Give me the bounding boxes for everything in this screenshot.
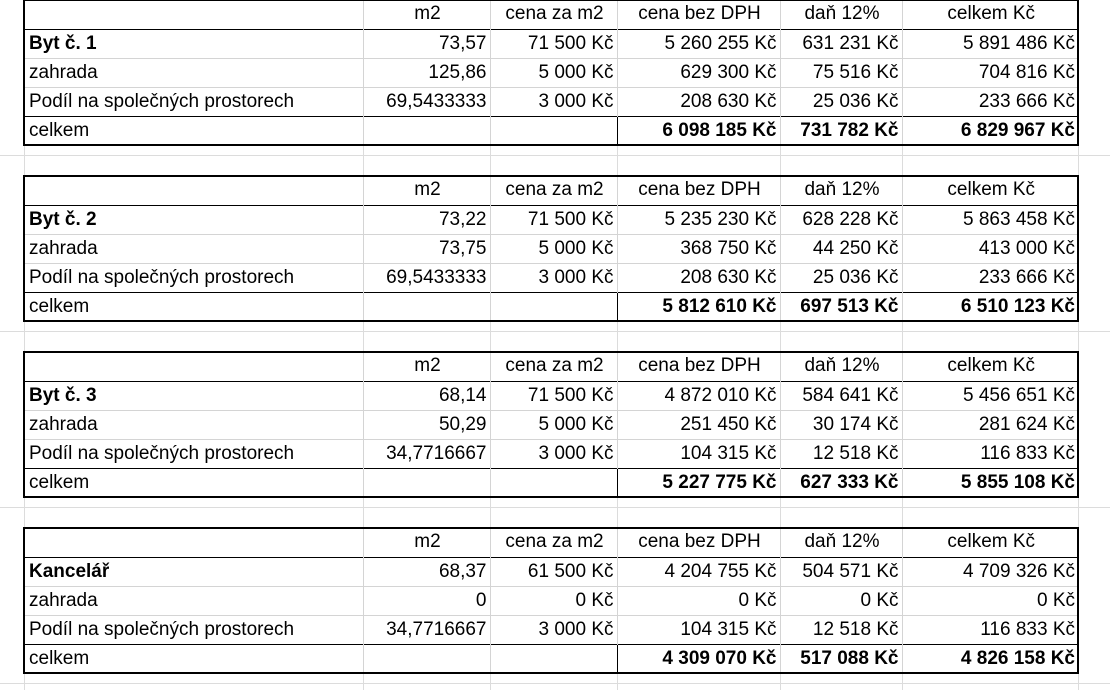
- m2-cell[interactable]: 69,5433333: [363, 87, 490, 116]
- header-row: [24, 0, 1078, 29]
- price-net-cell[interactable]: 4 872 010 Kč: [617, 381, 780, 410]
- total-cell[interactable]: 6 510 123 Kč: [902, 292, 1078, 321]
- total-cell[interactable]: 0 Kč: [902, 586, 1078, 615]
- price-per-m2-cell[interactable]: 3 000 Kč: [490, 263, 617, 292]
- total-row: [24, 644, 1078, 673]
- header-row: [24, 528, 1078, 557]
- total-cell[interactable]: 5 863 458 Kč: [902, 205, 1078, 234]
- table-row: [24, 557, 1078, 586]
- m2-cell[interactable]: 34,7716667: [363, 615, 490, 644]
- header-row: [24, 176, 1078, 205]
- total-cell[interactable]: 4 709 326 Kč: [902, 557, 1078, 586]
- price-net-cell[interactable]: 5 260 255 Kč: [617, 29, 780, 58]
- total-cell[interactable]: 233 666 Kč: [902, 87, 1078, 116]
- pricing-table: [24, 352, 1078, 497]
- table-row: [24, 263, 1078, 292]
- table-block-2: [24, 176, 1078, 321]
- label-cell[interactable]: Podíl na společných prostorech: [24, 439, 363, 468]
- label-cell[interactable]: Byt č. 2: [24, 205, 363, 234]
- total-cell[interactable]: 704 816 Kč: [902, 58, 1078, 87]
- label-cell[interactable]: celkem: [24, 116, 363, 145]
- vat-cell[interactable]: 631 231 Kč: [780, 29, 902, 58]
- price-per-m2-cell[interactable]: 5 000 Kč: [490, 234, 617, 263]
- vat-cell[interactable]: 584 641 Kč: [780, 381, 902, 410]
- column-header[interactable]: daň 12%: [780, 176, 902, 205]
- price-per-m2-cell[interactable]: 71 500 Kč: [490, 381, 617, 410]
- label-cell[interactable]: zahrada: [24, 410, 363, 439]
- m2-cell[interactable]: 125,86: [363, 58, 490, 87]
- table-block-3: [24, 352, 1078, 497]
- column-header[interactable]: cena bez DPH: [617, 176, 780, 205]
- m2-cell[interactable]: 69,5433333: [363, 263, 490, 292]
- total-cell[interactable]: 6 829 967 Kč: [902, 116, 1078, 145]
- price-per-m2-cell[interactable]: 3 000 Kč: [490, 615, 617, 644]
- label-cell[interactable]: zahrada: [24, 234, 363, 263]
- column-header[interactable]: celkem Kč: [902, 176, 1078, 205]
- total-cell[interactable]: 4 826 158 Kč: [902, 644, 1078, 673]
- vat-cell[interactable]: 25 036 Kč: [780, 87, 902, 116]
- m2-cell[interactable]: 68,37: [363, 557, 490, 586]
- total-row: [24, 292, 1078, 321]
- total-row: [24, 468, 1078, 497]
- column-header[interactable]: celkem Kč: [902, 0, 1078, 29]
- price-net-cell[interactable]: 4 309 070 Kč: [617, 644, 780, 673]
- total-cell[interactable]: 5 456 651 Kč: [902, 381, 1078, 410]
- column-header[interactable]: cena za m2: [490, 352, 617, 381]
- price-per-m2-cell[interactable]: 61 500 Kč: [490, 557, 617, 586]
- table-row: [24, 58, 1078, 87]
- column-header[interactable]: cena za m2: [490, 528, 617, 557]
- table-row: [24, 29, 1078, 58]
- column-header[interactable]: daň 12%: [780, 0, 902, 29]
- price-per-m2-cell[interactable]: [490, 292, 617, 321]
- price-net-cell[interactable]: 368 750 Kč: [617, 234, 780, 263]
- column-header[interactable]: [24, 0, 363, 29]
- vat-cell[interactable]: 30 174 Kč: [780, 410, 902, 439]
- m2-cell[interactable]: [363, 116, 490, 145]
- column-header[interactable]: daň 12%: [780, 528, 902, 557]
- vat-cell[interactable]: 0 Kč: [780, 586, 902, 615]
- label-cell[interactable]: Byt č. 3: [24, 381, 363, 410]
- m2-cell[interactable]: 0: [363, 586, 490, 615]
- label-cell[interactable]: celkem: [24, 644, 363, 673]
- vat-cell[interactable]: 504 571 Kč: [780, 557, 902, 586]
- price-net-cell[interactable]: 104 315 Kč: [617, 439, 780, 468]
- total-cell[interactable]: 5 855 108 Kč: [902, 468, 1078, 497]
- m2-cell[interactable]: 68,14: [363, 381, 490, 410]
- table-row: [24, 410, 1078, 439]
- price-per-m2-cell[interactable]: 3 000 Kč: [490, 87, 617, 116]
- m2-cell[interactable]: [363, 644, 490, 673]
- price-net-cell[interactable]: 4 204 755 Kč: [617, 557, 780, 586]
- vat-cell[interactable]: 517 088 Kč: [780, 644, 902, 673]
- price-net-cell[interactable]: 6 098 185 Kč: [617, 116, 780, 145]
- m2-cell[interactable]: 50,29: [363, 410, 490, 439]
- price-per-m2-cell[interactable]: [490, 468, 617, 497]
- price-net-cell[interactable]: 208 630 Kč: [617, 87, 780, 116]
- column-header[interactable]: m2: [363, 352, 490, 381]
- label-cell[interactable]: celkem: [24, 292, 363, 321]
- vat-cell[interactable]: 25 036 Kč: [780, 263, 902, 292]
- vat-cell[interactable]: 627 333 Kč: [780, 468, 902, 497]
- total-cell[interactable]: 116 833 Kč: [902, 439, 1078, 468]
- m2-cell[interactable]: 73,57: [363, 29, 490, 58]
- price-per-m2-cell[interactable]: [490, 116, 617, 145]
- label-cell[interactable]: celkem: [24, 468, 363, 497]
- m2-cell[interactable]: [363, 468, 490, 497]
- price-per-m2-cell[interactable]: 71 500 Kč: [490, 205, 617, 234]
- price-net-cell[interactable]: 0 Kč: [617, 586, 780, 615]
- pricing-table: [24, 0, 1078, 145]
- m2-cell[interactable]: 34,7716667: [363, 439, 490, 468]
- column-header[interactable]: m2: [363, 176, 490, 205]
- label-cell[interactable]: Podíl na společných prostorech: [24, 87, 363, 116]
- column-header[interactable]: cena bez DPH: [617, 0, 780, 29]
- column-header[interactable]: cena za m2: [490, 176, 617, 205]
- vat-cell[interactable]: 12 518 Kč: [780, 439, 902, 468]
- vat-cell[interactable]: 731 782 Kč: [780, 116, 902, 145]
- m2-cell[interactable]: 73,22: [363, 205, 490, 234]
- vat-cell[interactable]: 697 513 Kč: [780, 292, 902, 321]
- column-header[interactable]: m2: [363, 528, 490, 557]
- pricing-table: [24, 528, 1078, 673]
- price-net-cell[interactable]: 251 450 Kč: [617, 410, 780, 439]
- column-header[interactable]: [24, 176, 363, 205]
- column-header[interactable]: [24, 352, 363, 381]
- column-header[interactable]: celkem Kč: [902, 352, 1078, 381]
- table-row: [24, 87, 1078, 116]
- price-per-m2-cell[interactable]: 0 Kč: [490, 586, 617, 615]
- column-header[interactable]: [24, 528, 363, 557]
- total-row: [24, 116, 1078, 145]
- price-net-cell[interactable]: 5 227 775 Kč: [617, 468, 780, 497]
- price-per-m2-cell[interactable]: 5 000 Kč: [490, 410, 617, 439]
- total-cell[interactable]: 116 833 Kč: [902, 615, 1078, 644]
- m2-cell[interactable]: 73,75: [363, 234, 490, 263]
- vat-cell[interactable]: 12 518 Kč: [780, 615, 902, 644]
- vat-cell[interactable]: 628 228 Kč: [780, 205, 902, 234]
- table-row: [24, 586, 1078, 615]
- price-per-m2-cell[interactable]: 71 500 Kč: [490, 29, 617, 58]
- column-header[interactable]: celkem Kč: [902, 528, 1078, 557]
- total-cell[interactable]: 281 624 Kč: [902, 410, 1078, 439]
- price-net-cell[interactable]: 208 630 Kč: [617, 263, 780, 292]
- table-block-1: [24, 0, 1078, 145]
- header-row: [24, 352, 1078, 381]
- label-cell[interactable]: zahrada: [24, 586, 363, 615]
- column-header[interactable]: cena za m2: [490, 0, 617, 29]
- vat-cell[interactable]: 44 250 Kč: [780, 234, 902, 263]
- price-net-cell[interactable]: 629 300 Kč: [617, 58, 780, 87]
- total-cell[interactable]: 413 000 Kč: [902, 234, 1078, 263]
- column-header[interactable]: daň 12%: [780, 352, 902, 381]
- price-per-m2-cell[interactable]: 5 000 Kč: [490, 58, 617, 87]
- price-per-m2-cell[interactable]: 3 000 Kč: [490, 439, 617, 468]
- price-net-cell[interactable]: 5 812 610 Kč: [617, 292, 780, 321]
- column-header[interactable]: cena bez DPH: [617, 352, 780, 381]
- table-row: [24, 615, 1078, 644]
- table-row: [24, 381, 1078, 410]
- price-net-cell[interactable]: 5 235 230 Kč: [617, 205, 780, 234]
- price-net-cell[interactable]: 104 315 Kč: [617, 615, 780, 644]
- table-block-4: [24, 528, 1078, 673]
- table-row: [24, 439, 1078, 468]
- pricing-table: [24, 176, 1078, 321]
- label-cell[interactable]: Byt č. 1: [24, 29, 363, 58]
- column-header[interactable]: cena bez DPH: [617, 528, 780, 557]
- label-cell[interactable]: zahrada: [24, 58, 363, 87]
- total-cell[interactable]: 233 666 Kč: [902, 263, 1078, 292]
- label-cell[interactable]: Podíl na společných prostorech: [24, 263, 363, 292]
- label-cell[interactable]: Kancelář: [24, 557, 363, 586]
- total-cell[interactable]: 5 891 486 Kč: [902, 29, 1078, 58]
- price-per-m2-cell[interactable]: [490, 644, 617, 673]
- table-row: [24, 205, 1078, 234]
- m2-cell[interactable]: [363, 292, 490, 321]
- table-row: [24, 234, 1078, 263]
- vat-cell[interactable]: 75 516 Kč: [780, 58, 902, 87]
- label-cell[interactable]: Podíl na společných prostorech: [24, 615, 363, 644]
- column-header[interactable]: m2: [363, 0, 490, 29]
